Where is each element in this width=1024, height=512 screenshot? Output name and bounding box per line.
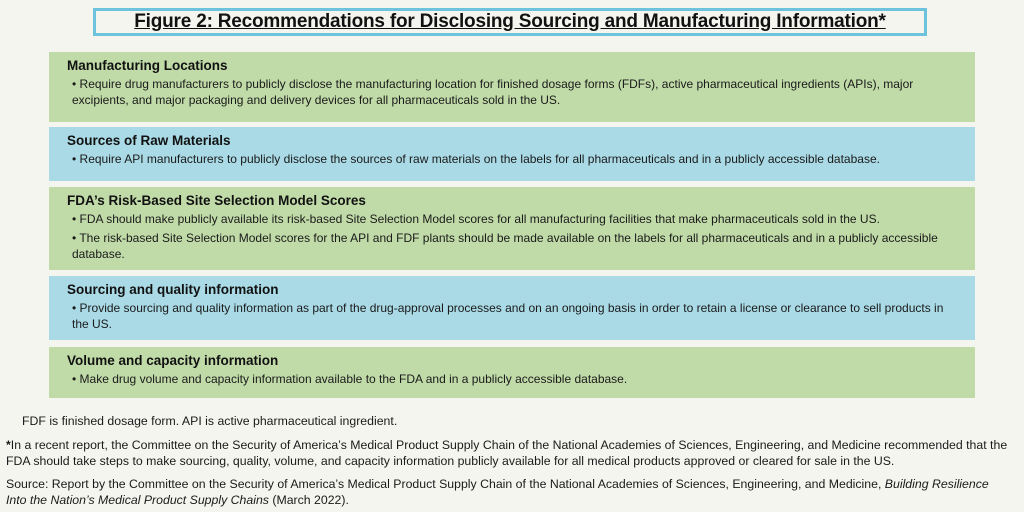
- source-title: Building Resilience Into the Nation’s Medical Product Supply Chains: [6, 477, 989, 507]
- section-volume-capacity: [49, 347, 975, 398]
- figure-title-box: [93, 8, 927, 36]
- abbreviations-note: FDF is finished dosage form. API is active pharmaceutical ingredient.: [22, 414, 398, 428]
- source-citation: [6, 476, 1010, 508]
- figure-title: Figure 2: Recommendations for Disclosing Sourcing and Manufacturing Information*: [134, 11, 886, 32]
- footnote-text: In a recent report, the Committee on the Security of America’s Medical Product Supply Chain of the National Academies of Sciences, Engineering, and Medicine recommended that the FDA should take steps to make sourcing, quality, volume, and capacity information publicly available for all medical products approved or cleared for sale in the US.: [6, 438, 1008, 468]
- section-bullet: • FDA should make publicly available its risk-based Site Selection Model scores for all manufacturing facilities that make pharmaceuticals sold in the US.: [72, 212, 880, 226]
- section-fda-site-selection-scores: [49, 187, 975, 270]
- section-heading: Sourcing and quality information: [67, 282, 279, 297]
- section-manufacturing-locations: [49, 52, 975, 122]
- section-sourcing-quality: [49, 276, 975, 340]
- section-bullet: • The risk-based Site Selection Model scores for the API and FDF plants should be made available on the labels for all pharmaceuticals and in a publicly accessible database.: [72, 231, 938, 261]
- section-bullet: • Require API manufacturers to publicly disclose the sources of raw materials on the labels for all pharmaceuticals and in a publicly accessible database.: [72, 152, 880, 166]
- star-footnote: [6, 437, 1010, 469]
- section-bullet: • Make drug volume and capacity information available to the FDA and in a publicly accessible database.: [72, 372, 628, 386]
- section-heading: Sources of Raw Materials: [67, 133, 231, 148]
- section-sources-raw-materials: [49, 127, 975, 181]
- section-heading: Manufacturing Locations: [67, 58, 228, 73]
- source-prefix: Source: Report by the Committee on the Security of America’s Medical Product Supply Chain of the National Academies of Sciences, Engineering, and Medicine,: [6, 477, 885, 491]
- footnote-asterisk: *: [6, 438, 11, 452]
- section-bullet: • Require drug manufacturers to publicly disclose the manufacturing location for finished dosage forms (FDFs), active pharmaceutical ingredients (APIs), major excipients, and major packaging and delivery devices for all pharmaceuticals sold in the US.: [72, 77, 914, 107]
- section-heading: FDA’s Risk-Based Site Selection Model Scores: [67, 193, 366, 208]
- section-bullet: • Provide sourcing and quality information as part of the drug-approval processes and on an ongoing basis in order to retain a license or clearance to sell products in the US.: [72, 301, 944, 331]
- source-suffix: (March 2022).: [268, 493, 349, 507]
- section-heading: Volume and capacity information: [67, 353, 279, 368]
